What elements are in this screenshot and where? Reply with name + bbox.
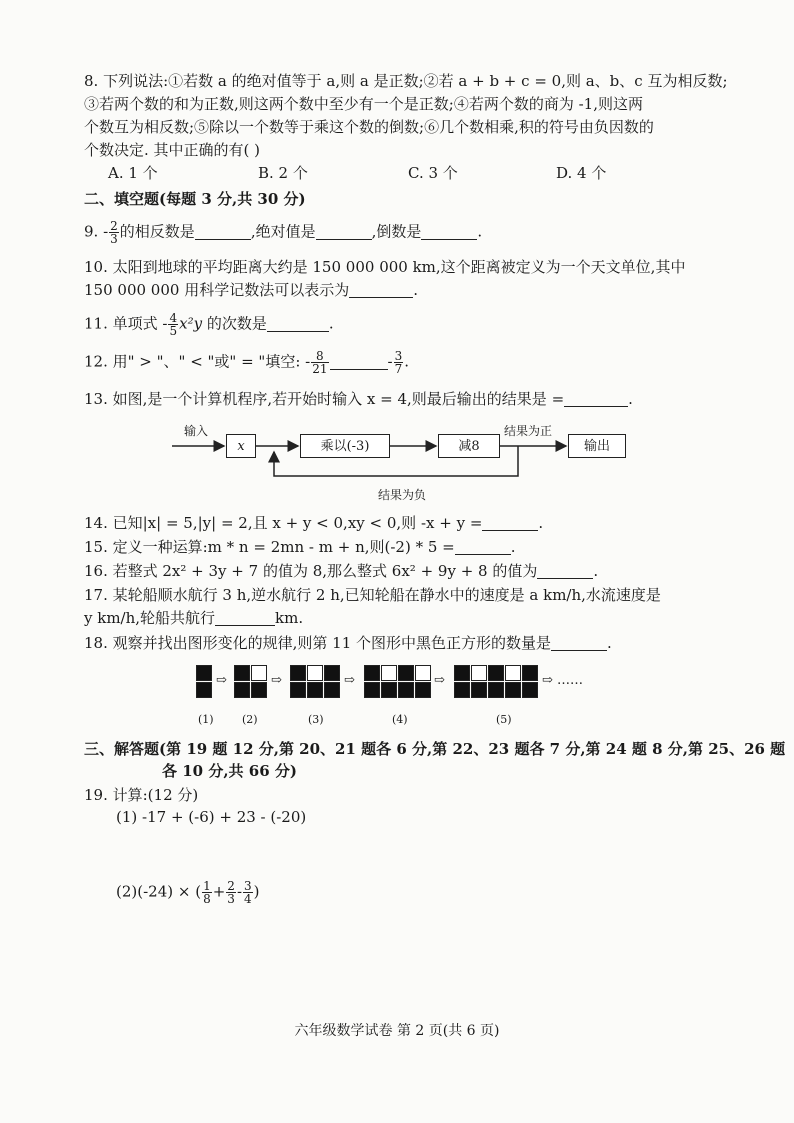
- square-black: [324, 682, 340, 698]
- q9-text3: ,倒数是: [371, 222, 422, 241]
- figure-label-5: (5): [496, 713, 512, 726]
- q11-den: 5: [169, 324, 178, 338]
- figure-4: [364, 665, 431, 698]
- q11-monomial: x²y: [179, 314, 203, 333]
- q16-blank[interactable]: [537, 562, 593, 579]
- flow-positive-label: 结果为正: [504, 424, 553, 438]
- q19-op2: -: [236, 882, 243, 901]
- q15-blank[interactable]: [455, 538, 511, 555]
- q14-end: .: [538, 514, 544, 532]
- q9-fraction: [109, 220, 119, 245]
- flow-input-label: 输入: [184, 424, 209, 438]
- pattern-figures: [196, 665, 616, 730]
- square-white: [251, 665, 267, 681]
- figure-arrow-icon: ⇨: [271, 673, 282, 688]
- q16-end: .: [593, 562, 599, 580]
- q13-blank[interactable]: [564, 390, 628, 407]
- square-black: [234, 682, 250, 698]
- q14: [84, 512, 724, 534]
- q10-line1: 10. 太阳到地球的平均距离大约是 150 000 000 km,这个距离被定义为一个天文单位,其中: [84, 258, 686, 276]
- q12-minus: -: [387, 352, 393, 371]
- q19-fraction-3: [243, 880, 253, 905]
- figure-arrow-icon: ⇨: [216, 673, 227, 688]
- square-black: [454, 665, 470, 681]
- program-flowchart: [170, 418, 640, 508]
- q18-text: 18. 观察并找出图形变化的规律,则第 11 个图形中黑色正方形的数量是: [84, 634, 552, 652]
- figure-arrow-icon: ⇨: [434, 673, 445, 688]
- square-black: [196, 682, 212, 698]
- q11-prefix: 11. 单项式 -: [84, 314, 168, 333]
- q11-text: 的次数是: [206, 314, 267, 333]
- q19-title: 19. 计算:(12 分): [84, 786, 199, 804]
- square-black: [488, 682, 504, 698]
- square-black: [290, 682, 306, 698]
- q11-num: 4: [169, 311, 178, 325]
- figure-2: [234, 665, 267, 698]
- square-black: [364, 682, 380, 698]
- square-white: [505, 665, 521, 681]
- figure-ellipsis: ⇨ ……: [542, 673, 584, 688]
- flow-multiply-box: 乘以(-3): [300, 434, 390, 458]
- q18-blank[interactable]: [551, 634, 607, 651]
- flow-negative-label: 结果为负: [378, 488, 427, 502]
- square-black: [522, 665, 538, 681]
- square-black: [454, 682, 470, 698]
- figure-label-3: (3): [308, 713, 324, 726]
- square-black: [234, 665, 250, 681]
- q17-blank[interactable]: [215, 609, 275, 626]
- q15-end: .: [510, 538, 516, 556]
- q19-f1-num: 1: [203, 879, 211, 893]
- q19-f3-den: 4: [244, 892, 252, 906]
- q12-blank[interactable]: [330, 353, 388, 370]
- q16-text: 16. 若整式 2x² + 3y + 7 的值为 8,那么整式 6x² + 9y + 8 的值为: [84, 562, 538, 580]
- q8-option-d: D. 4 个: [556, 164, 607, 182]
- square-black: [324, 665, 340, 681]
- square-black: [307, 682, 323, 698]
- q19-fraction-2: [226, 880, 236, 905]
- q12-end: .: [404, 352, 410, 371]
- q8-option-b: B. 2 个: [258, 164, 308, 182]
- figure-label-1: (1): [198, 713, 214, 726]
- q8-line3: 个数互为相反数;⑤除以一个数等于乘这个数的倒数;⑥几个数相乘,积的符号由负因数的: [84, 118, 654, 136]
- q17-end: km.: [275, 609, 304, 627]
- q11-blank[interactable]: [267, 315, 329, 332]
- q9-blank-2[interactable]: [316, 223, 372, 240]
- q8-option-a: A. 1 个: [108, 164, 158, 182]
- square-black: [290, 665, 306, 681]
- square-white: [415, 665, 431, 681]
- q17-text: y km/h,轮船共航行: [84, 609, 216, 627]
- figure-label-2: (2): [242, 713, 258, 726]
- square-black: [488, 665, 504, 681]
- square-black: [196, 665, 212, 681]
- q18-end: .: [607, 634, 612, 652]
- q19-fraction-1: [202, 880, 212, 905]
- page-footer: 六年级数学试卷 第 2 页(共 6 页): [294, 1023, 500, 1039]
- q12-fraction-2: [394, 350, 404, 375]
- q19-f2-den: 3: [227, 892, 235, 906]
- section3-line2: 各 10 分,共 66 分): [162, 762, 297, 780]
- q13: [84, 388, 724, 410]
- q10-text: 150 000 000 用科学记数法可以表示为: [84, 281, 350, 299]
- section3-line1: 三、解答题(第 19 题 12 分,第 20、21 题各 6 分,第 22、23 题各 7 分,第 24 题 8 分,第 25、26 题: [84, 740, 786, 758]
- figure-1: [196, 665, 212, 698]
- q9-blank-3[interactable]: [421, 223, 477, 240]
- q11-end: .: [328, 314, 334, 333]
- q8-line2: ③若两个数的和为正数,则这两个数中至少有一个是正数;④若两个数的商为 -1,则这两: [84, 95, 643, 113]
- figure-label-4: (4): [392, 713, 408, 726]
- q19-part1: (1) -17 + (-6) + 23 - (-20): [116, 808, 307, 826]
- q9-den: 3: [110, 232, 118, 246]
- q9-num: 2: [110, 219, 118, 233]
- q9: [84, 220, 724, 245]
- square-black: [381, 682, 397, 698]
- square-black: [471, 682, 487, 698]
- square-white: [307, 665, 323, 681]
- square-black: [398, 665, 414, 681]
- q12-den1: 21: [312, 362, 328, 376]
- square-white: [471, 665, 487, 681]
- q15-text: 15. 定义一种运算:m * n = 2mn - m + n,则(-2) * 5 =: [84, 538, 455, 556]
- q19-part2-suffix: ): [253, 882, 260, 901]
- figure-3: [290, 665, 340, 698]
- q11: [84, 312, 724, 337]
- q12-prefix: 12. 用" > "、" < "或" = "填空: -: [84, 352, 311, 371]
- q12-num1: 8: [311, 350, 328, 363]
- q19-f1-den: 8: [203, 892, 211, 906]
- square-black: [364, 665, 380, 681]
- q12-fraction-1: [311, 350, 328, 375]
- q18: [84, 632, 724, 654]
- q19-part2: [116, 880, 756, 905]
- q16: [84, 560, 724, 582]
- figure-arrow-icon: ⇨: [344, 673, 355, 688]
- q9-end: .: [477, 222, 483, 241]
- q14-blank[interactable]: [482, 514, 538, 531]
- q14-text: 14. 已知|x| = 5,|y| = 2,且 x + y < 0,xy < 0,则 -x + y =: [84, 514, 483, 532]
- square-black: [415, 682, 431, 698]
- q9-text1: 的相反数是: [119, 222, 195, 241]
- q17-line1: 17. 某轮船顺水航行 3 h,逆水航行 2 h,已知轮船在静水中的速度是 a km/h,水流速度是: [84, 586, 661, 604]
- q19-f3-num: 3: [244, 879, 252, 893]
- q8-option-c: C. 3 个: [408, 164, 458, 182]
- q9-blank-1[interactable]: [195, 223, 251, 240]
- q19-part2-prefix: (2)(-24) × (: [116, 882, 202, 901]
- flow-output-box: 输出: [568, 434, 626, 458]
- q10-end: .: [413, 281, 418, 299]
- q8-line4: 个数决定. 其中正确的有( ): [84, 141, 261, 159]
- flow-minus-box: 减8: [438, 434, 500, 458]
- figure-5: [454, 665, 538, 698]
- q8-line1: 8. 下列说法:①若数 a 的绝对值等于 a,则 a 是正数;②若 a + b + c = 0,则 a、b、c 互为相反数;: [84, 72, 728, 90]
- q9-prefix: 9. -: [84, 222, 109, 241]
- square-black: [251, 682, 267, 698]
- section2-title: 二、填空题(每题 3 分,共 30 分): [84, 190, 306, 208]
- q10-blank[interactable]: [349, 281, 413, 298]
- q11-fraction: [168, 312, 178, 337]
- q12-num2: 3: [394, 349, 403, 363]
- square-black: [398, 682, 414, 698]
- q13-end: .: [628, 390, 633, 408]
- q17-line2: [84, 607, 724, 629]
- q19-f2-num: 2: [227, 879, 235, 893]
- flow-x-box: x: [226, 434, 256, 458]
- square-white: [381, 665, 397, 681]
- q19-op1: +: [212, 882, 226, 901]
- q9-text2: ,绝对值是: [250, 222, 316, 241]
- q12-den2: 7: [394, 362, 403, 376]
- q10-line2: [84, 279, 724, 301]
- q12: [84, 350, 724, 375]
- square-black: [505, 682, 521, 698]
- square-black: [522, 682, 538, 698]
- q13-text: 13. 如图,是一个计算机程序,若开始时输入 x = 4,则最后输出的结果是 =: [84, 390, 565, 408]
- q15: [84, 536, 724, 558]
